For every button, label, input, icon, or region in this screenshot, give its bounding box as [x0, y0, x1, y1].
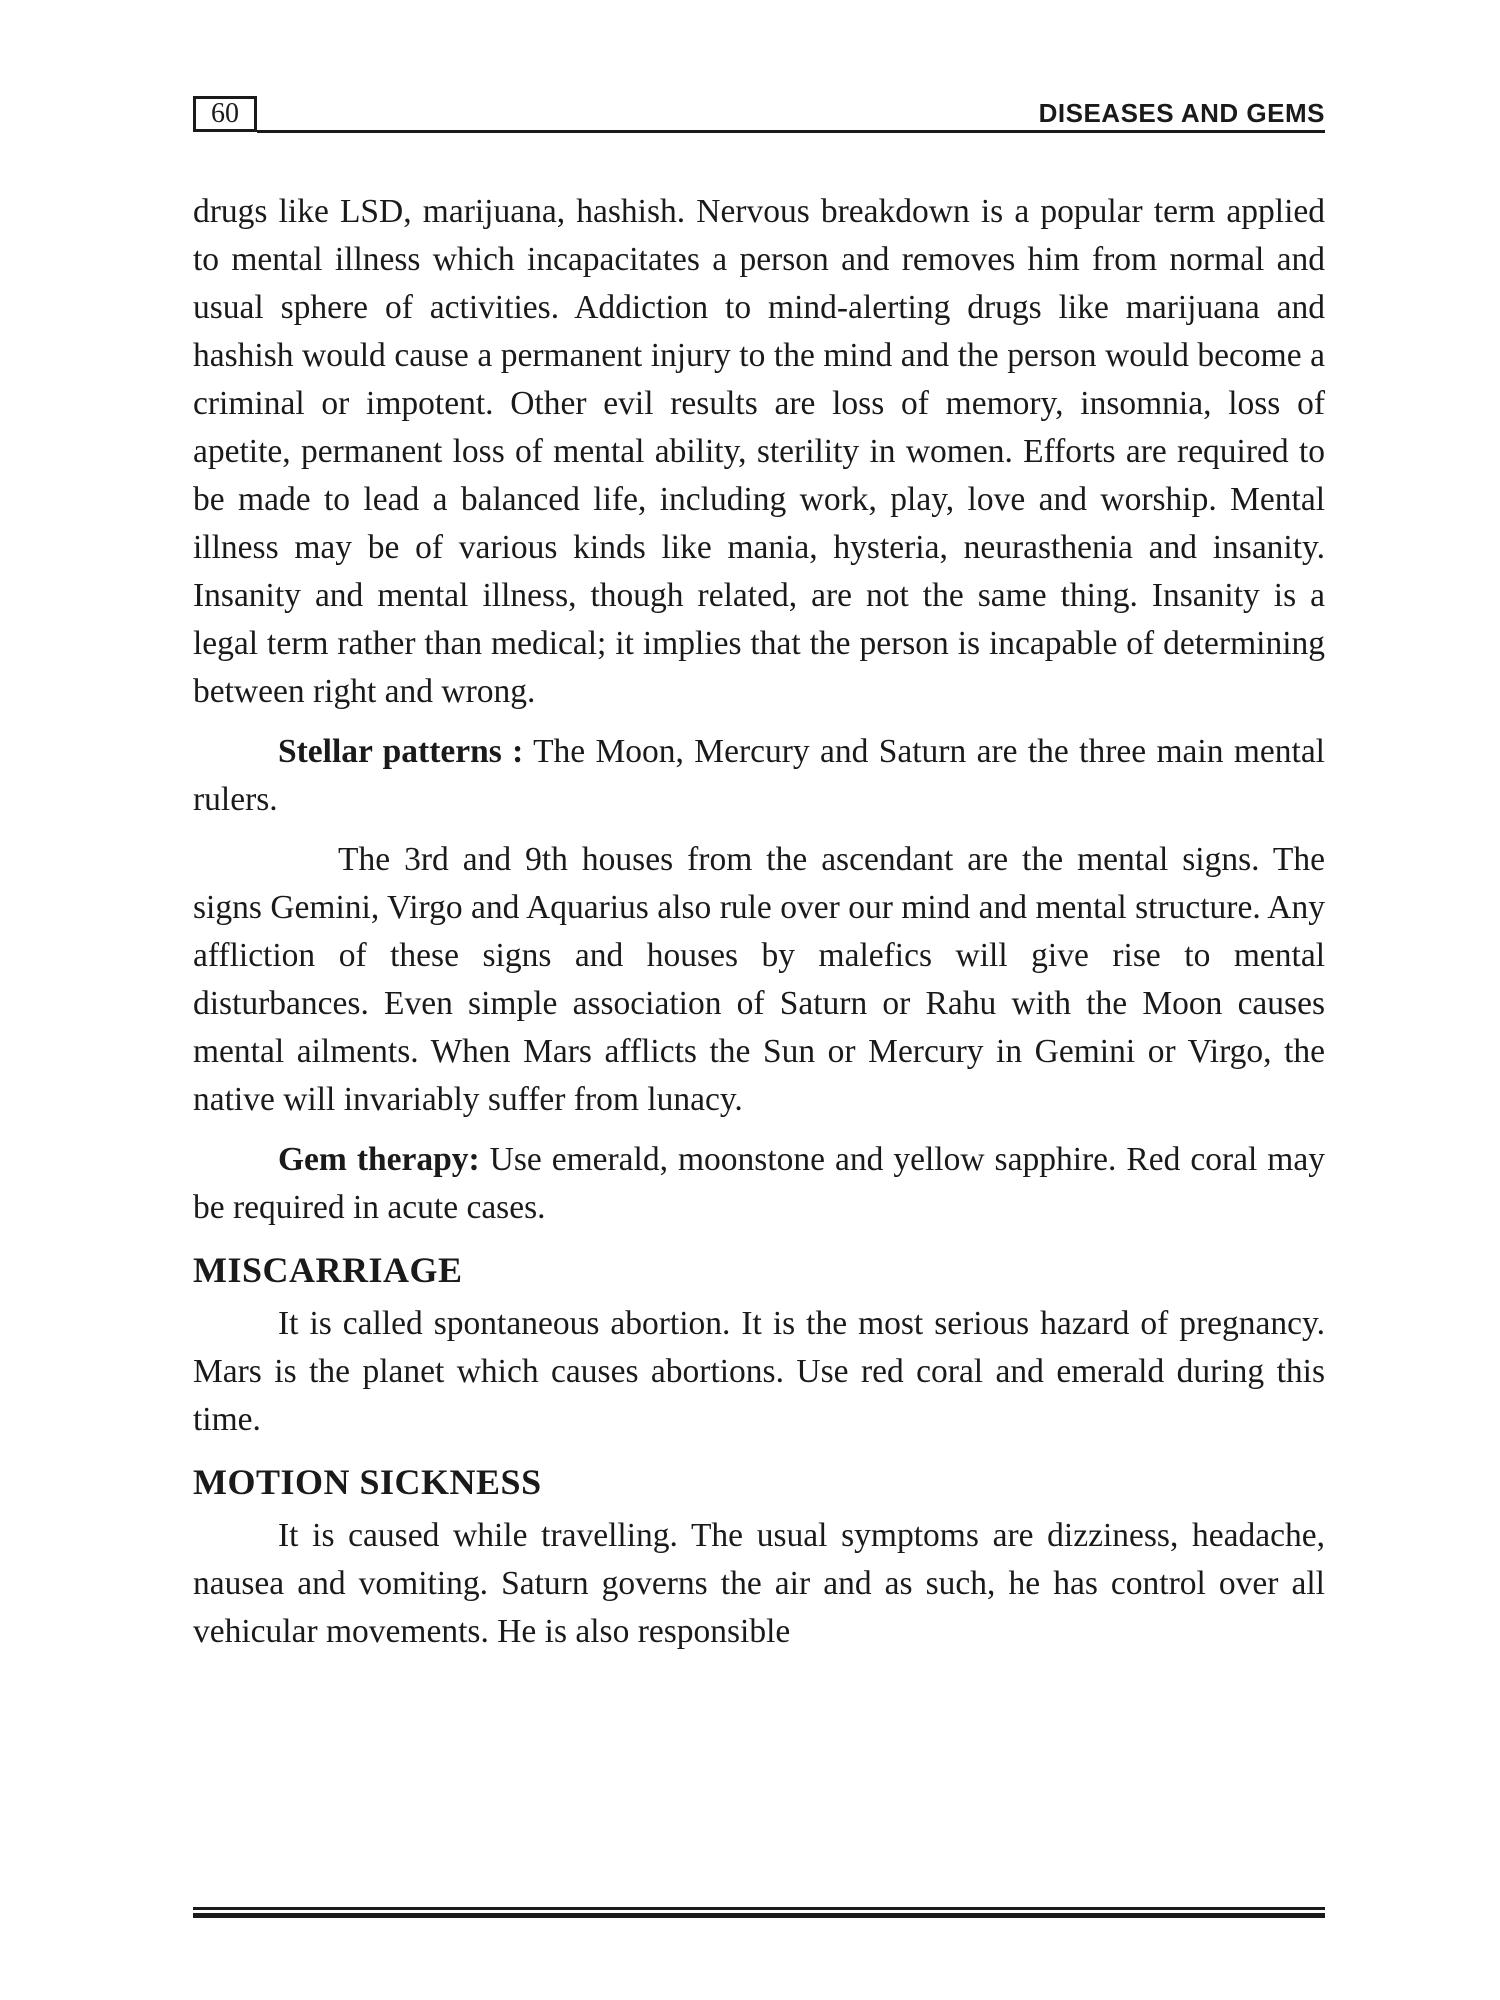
page-header [193, 96, 1325, 134]
footer-rule-thick [193, 1913, 1325, 1918]
running-head: DISEASES AND GEMS [1038, 98, 1325, 128]
stellar-patterns-label: Stellar patterns : [278, 733, 524, 770]
paragraph-motion-sickness: It is caused while travelling. The usual symptoms are dizziness, headache, nausea and vomiting. Saturn governs the air and as such, he has control over all vehicular movements. He is also responsible [193, 1517, 1325, 1650]
heading-miscarriage: MISCARRIAGE [193, 1250, 463, 1290]
header-rule [257, 130, 1325, 133]
paragraph-gem-therapy [193, 1136, 1325, 1232]
gem-therapy-text: Use emerald, moonstone and yellow sapphire. Red coral may be required in acute cases. [193, 1141, 1325, 1226]
gem-therapy-label: Gem therapy: [278, 1141, 480, 1178]
paragraph-miscarriage: It is called spontaneous abortion. It is the most serious hazard of pregnancy. Mars is the planet which causes abortions. Use red coral and emerald during this time. [193, 1305, 1325, 1438]
page-body [193, 188, 1325, 1656]
stellar-patterns-text: The Moon, Mercury and Saturn are the three main mental rulers. [193, 733, 1325, 818]
footer-rule-thin [193, 1907, 1325, 1910]
paragraph-stellar-patterns [193, 728, 1325, 824]
paragraph-houses: The 3rd and 9th houses from the ascendant are the mental signs. The signs Gemini, Virgo and Aquarius also rule over our mind and mental structure. Any affliction of these signs and houses by malefics will give rise to mental disturbances. Even simple association of Saturn or Rahu with the Moon causes mental ailments. When Mars afflicts the Sun or Mercury in Gemini or Virgo, the native will invariably suffer from lunacy. [193, 841, 1325, 1118]
heading-motion-sickness: MOTION SICKNESS [193, 1462, 542, 1502]
page-number: 60 [193, 96, 257, 132]
paragraph-drugs: drugs like LSD, marijuana, hashish. Nervous breakdown is a popular term applied to mental illness which incapacitates a person and removes him from normal and usual sphere of activities. Addiction to mind-alerting drugs like marijuana and hashish would cause a permanent injury to the mind and the person would become a criminal or impotent. Other evil results are loss of memory, insomnia, loss of apetite, permanent loss of mental ability, sterility in women. Efforts are required to be made to lead a balanced life, including work, play, love and worship. Mental illness may be of various kinds like mania, hysteria, neurasthenia and insanity. Insanity and mental illness, though related, are not the same thing. Insanity is a legal term rather than medical; it implies that the person is incapable of determining between right and wrong. [193, 193, 1325, 710]
